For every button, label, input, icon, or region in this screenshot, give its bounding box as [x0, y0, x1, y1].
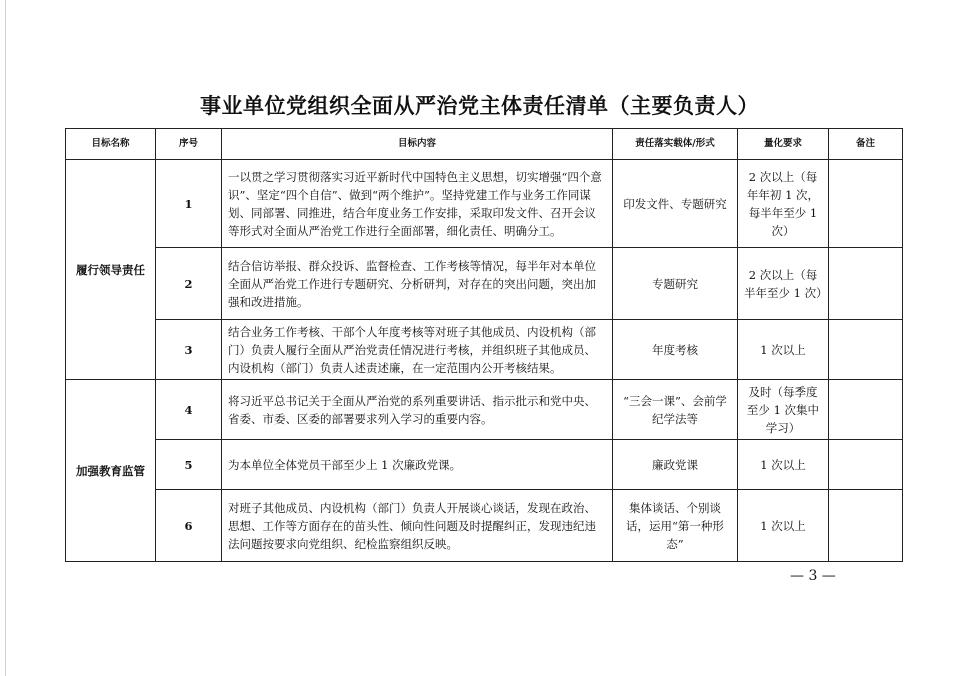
row-number: 2	[156, 248, 222, 320]
row-carrier: 专题研究	[613, 248, 738, 320]
table-row	[66, 320, 903, 380]
row-requirement: 及时（每季度至少 1 次集中学习）	[738, 380, 829, 440]
row-note	[829, 248, 903, 320]
row-number: 1	[156, 160, 222, 248]
header-carrier: 责任落实载体/形式	[613, 129, 738, 160]
row-note	[829, 490, 903, 562]
table-row	[66, 440, 903, 490]
group-name: 加强教育监管	[66, 380, 156, 562]
header-requirement: 量化要求	[738, 129, 829, 160]
row-carrier: 廉政党课	[613, 440, 738, 490]
page-number: — 3 —	[790, 568, 836, 584]
row-carrier: 印发文件、专题研究	[613, 160, 738, 248]
responsibility-table	[65, 128, 903, 562]
row-carrier: 集体谈话、个别谈话，运用“第一种形态”	[613, 490, 738, 562]
row-note	[829, 380, 903, 440]
row-content: 将习近平总书记关于全面从严治党的系列重要讲话、指示批示和党中央、省委、市委、区委的部署要求列入学习的重要内容。	[222, 380, 613, 440]
header-note: 备注	[829, 129, 903, 160]
table-row	[66, 380, 903, 440]
row-note	[829, 320, 903, 380]
row-number: 3	[156, 320, 222, 380]
document-title: 事业单位党组织全面从严治党主体责任清单（主要负责人）	[200, 94, 759, 118]
row-requirement: 2 次以上（每年年初 1 次，每半年至少 1 次）	[738, 160, 829, 248]
row-note	[829, 440, 903, 490]
row-requirement: 1 次以上	[738, 440, 829, 490]
row-number: 4	[156, 380, 222, 440]
table-row	[66, 490, 903, 562]
header-target: 目标名称	[66, 129, 156, 160]
table-header-row	[66, 129, 903, 160]
header-num: 序号	[156, 129, 222, 160]
row-carrier: “三会一课”、会前学纪学法等	[613, 380, 738, 440]
row-number: 6	[156, 490, 222, 562]
table-row	[66, 248, 903, 320]
row-requirement: 2 次以上（每半年至少 1 次）	[738, 248, 829, 320]
row-carrier: 年度考核	[613, 320, 738, 380]
row-content: 为本单位全体党员干部至少上 1 次廉政党课。	[222, 440, 613, 490]
row-requirement: 1 次以上	[738, 490, 829, 562]
row-content: 一以贯之学习贯彻落实习近平新时代中国特色主义思想，切实增强“四个意识”、坚定“四个自信”、做到“两个维护”。坚持党建工作与业务工作同谋划、同部署、同推进，结合年度业务工作安排，采取印发文件、召开会议等形式对全面从严治党工作进行全面部署，细化责任、明确分工。	[222, 160, 613, 248]
row-content: 结合信访举报、群众投诉、监督检查、工作考核等情况，每半年对本单位全面从严治党工作进行专题研究、分析研判，对存在的突出问题，突出加强和改进措施。	[222, 248, 613, 320]
table-row	[66, 160, 903, 248]
row-content: 结合业务工作考核、干部个人年度考核等对班子其他成员、内设机构（部门）负责人履行全面从严治党责任情况进行考核，并组织班子其他成员、内设机构（部门）负责人述责述廉，在一定范围内公开考核结果。	[222, 320, 613, 380]
group-name: 履行领导责任	[66, 160, 156, 380]
row-note	[829, 160, 903, 248]
row-content: 对班子其他成员、内设机构（部门）负责人开展谈心谈话，发现在政治、思想、工作等方面存在的苗头性、倾向性问题及时提醒纠正，发现违纪违法问题按要求向党组织、纪检监察组织反映。	[222, 490, 613, 562]
header-content: 目标内容	[222, 129, 613, 160]
row-requirement: 1 次以上	[738, 320, 829, 380]
row-number: 5	[156, 440, 222, 490]
